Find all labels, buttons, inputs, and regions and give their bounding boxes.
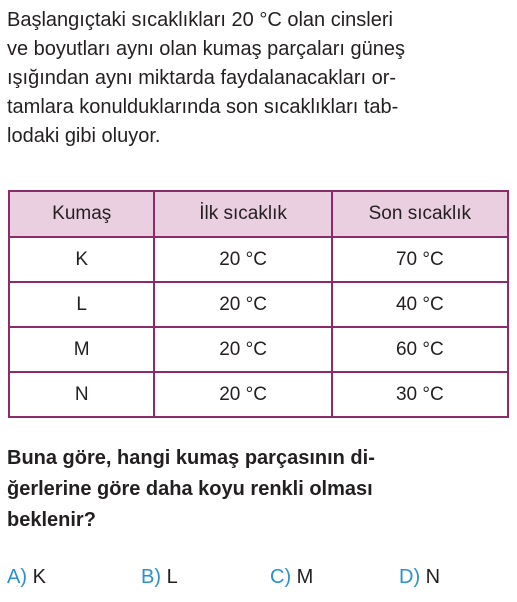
option-b-letter: B): [141, 566, 161, 588]
table-row: [9, 372, 508, 417]
initial-temperature-cell: 20 °C: [154, 282, 331, 327]
table-header-row: [9, 191, 508, 237]
stem-line-3: ışığından aynı miktarda faydalanacakları or-: [7, 67, 397, 89]
fabric-cell: N: [9, 372, 154, 417]
final-temperature-cell: 30 °C: [332, 372, 508, 417]
final-temperature-cell: 70 °C: [332, 237, 508, 282]
option-d-text: N: [425, 566, 441, 588]
fabric-cell: M: [9, 327, 154, 372]
initial-temperature-cell: 20 °C: [154, 327, 331, 372]
option-c[interactable]: [270, 566, 313, 589]
option-d[interactable]: [399, 566, 440, 589]
answer-options: [7, 566, 511, 596]
stem-line-2: ve boyutları aynı olan kumaş parçaları güneş: [7, 38, 405, 60]
header-fabric: Kumaş: [9, 191, 154, 237]
fabric-cell: L: [9, 282, 154, 327]
header-initial-temperature: İlk sıcaklık: [154, 191, 331, 237]
initial-temperature-cell: 20 °C: [154, 237, 331, 282]
stem-line-5: lodaki gibi oluyor.: [7, 125, 161, 147]
option-a-text: K: [32, 566, 46, 588]
stem-line-4: tamlara konulduklarında son sıcaklıkları tab-: [7, 96, 399, 118]
option-b[interactable]: [141, 566, 178, 589]
temperature-table: [8, 190, 509, 418]
option-d-letter: D): [399, 566, 421, 588]
option-b-text: L: [166, 566, 178, 588]
stem-line-1: Başlangıçtaki sıcaklıkları 20 °C olan cinsleri: [7, 9, 393, 31]
option-a-letter: A): [7, 566, 27, 588]
question-stem: [7, 6, 511, 151]
table-row: [9, 327, 508, 372]
fabric-cell: K: [9, 237, 154, 282]
initial-temperature-cell: 20 °C: [154, 372, 331, 417]
prompt-line-3: beklenir?: [7, 509, 96, 531]
prompt-line-2: ğerlerine göre daha koyu renkli olması: [7, 478, 373, 500]
header-final-temperature: Son sıcaklık: [332, 191, 508, 237]
option-a[interactable]: [7, 566, 46, 589]
question-prompt: [7, 443, 513, 536]
prompt-line-1: Buna göre, hangi kumaş parçasının di-: [7, 447, 375, 469]
option-c-text: M: [296, 566, 314, 588]
option-c-letter: C): [270, 566, 292, 588]
final-temperature-cell: 40 °C: [332, 282, 508, 327]
table-row: [9, 282, 508, 327]
table-row: [9, 237, 508, 282]
final-temperature-cell: 60 °C: [332, 327, 508, 372]
